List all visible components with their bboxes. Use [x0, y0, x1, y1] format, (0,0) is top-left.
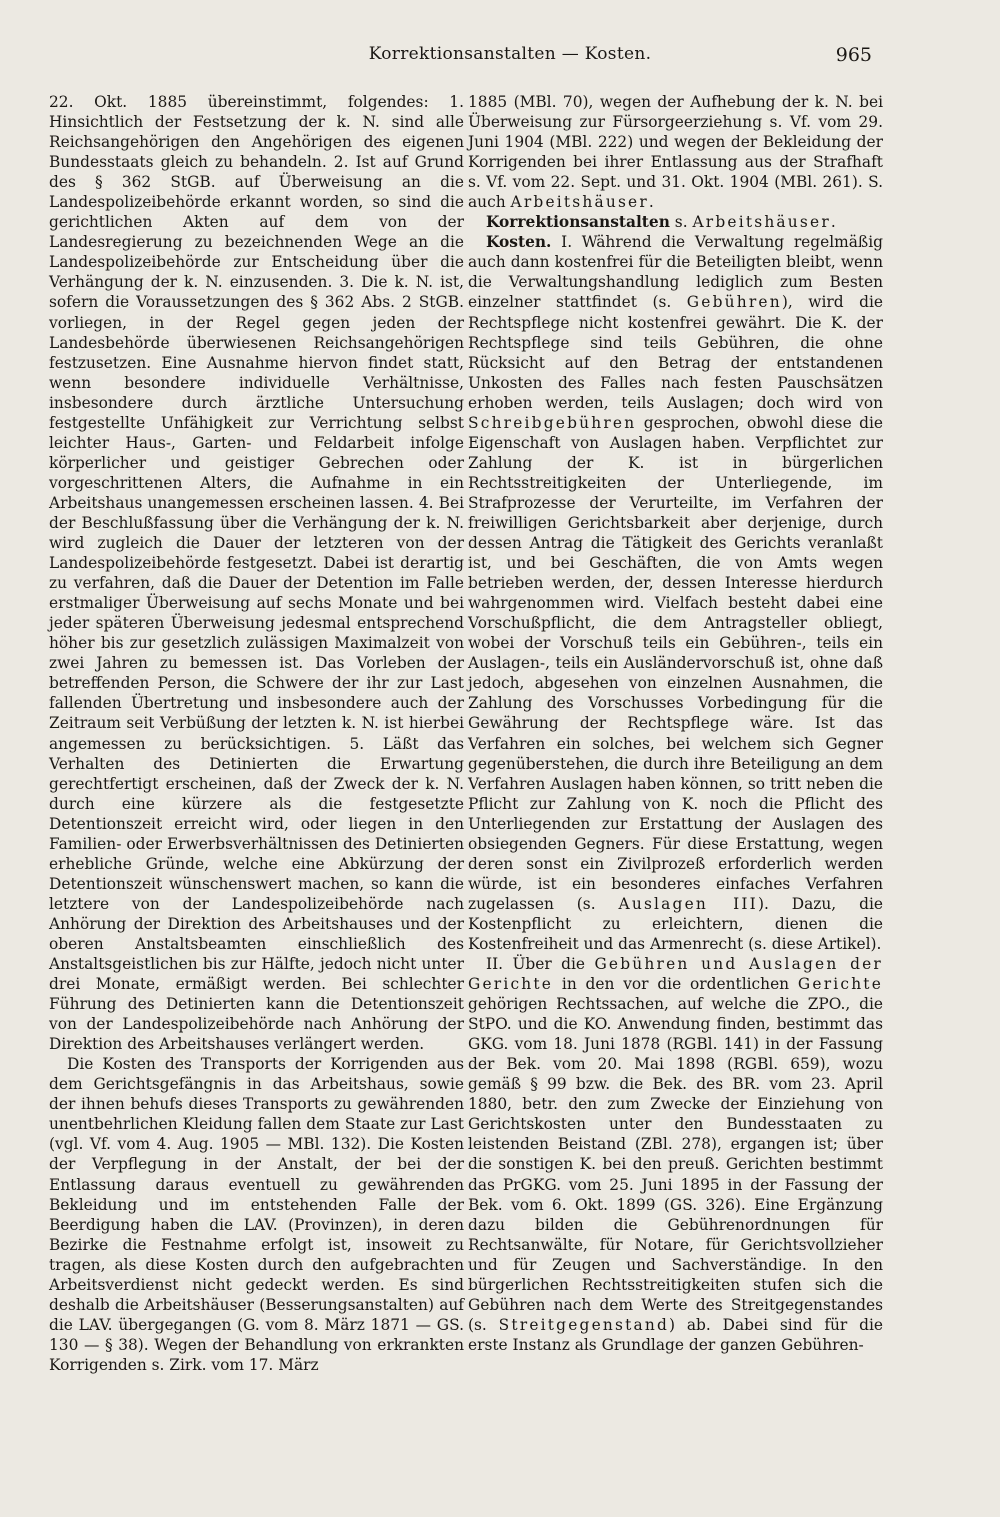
text-run: ). Dazu, die Kostenpflicht zu erleichtern, dienen die Kostenfreiheit und das Armenrecht (s. diese Artikel). [468, 894, 883, 953]
cross-reference: Arbeitshäuser [692, 213, 831, 232]
text-run: . [830, 213, 836, 232]
entry-headword: Korrektionsanstalten [486, 213, 670, 232]
text-run: gehörigen Rechtssachen, auf welche die ZPO., die StPO. und die KO. Anwendung finden, bestimmt das GKG. vom 18. Juni 1878 (RGBl. 141) in der Fassung der Bek. vom 20. Mai 1898 (RGBl. 659), wozu gemäß § 99 bzw. die Bek. des BR. vom 23. April 1880, betr. den zum Zwecke der Einziehung von Gerichtskosten unter den Bundesstaaten zu leistenden Beistand (ZBl. 278), ergangen ist; über die sonstigen K. bei den preuß. Gerichten bestimmt das PrGKG. vom 25. Juni 1895 in der Fassung der Bek. vom 6. Okt. 1899 (GS. 326). Eine Ergänzung dazu bilden die Gebührenordnungen für Rechtsanwälte, für Notare, für Gerichtsvollzieher und für Zeugen und Sachverständige. In den bürgerlichen Rechtsstreitigkeiten stufen sich die Gebühren nach dem Werte des Streitgegenstandes (s. [468, 995, 883, 1334]
cross-reference: Arbeitshäuser [510, 193, 649, 212]
text-run: ), wird die Rechtspflege nicht kostenfrei gewährt. Die K. der Rechtspflege sind teils Gebühren, die ohne Rücksicht auf den Betrag der entstandenen Unkosten des Falles nach festen Pauschsätzen erhoben werden, teils Auslagen; doch wird von [468, 293, 883, 412]
text-run: ) ab. Dabei sind für die erste Instanz als Grundlage der ganzen Gebühren- [468, 1315, 884, 1354]
entry-headword: Kosten. [486, 233, 552, 252]
cross-reference: Gerichte [797, 975, 883, 994]
entry-korrektionsanstalten [468, 212, 883, 232]
cross-reference: Auslagen III [618, 894, 758, 913]
text-run: gesprochen, obwohl diese die Eigenschaft von Auslagen haben. Verpflichtet zur Zahlung der K. ist in bürgerlichen Rechtsstreitigkeiten der Unterliegende, im Strafprozesse der Verurteilte, im Verfahren der freiwilligen Gerichtsbarkeit aber derjenige, durch dessen Antrag die Tätigkeit des Gerichts veranlaßt ist, und bei Geschäften, die von Amts wegen betrieben werden, der, dessen Interesse hierdurch wahrgenommen wird. Vielfach besteht dabei eine Vorschußpflicht, die dem Antragsteller obliegt, wobei der Vorschuß teils ein Gebühren-, teils ein Auslagen-, teils ein Ausländervorschuß ist, ohne daß jedoch, abgesehen von einzelnen Ausnahmen, die Zahlung des Vorschusses Vorbedingung für die Gewährung der Rechtspflege wäre. Ist das Verfahren ein solches, bei welchem sich Gegner gegenüberstehen, die durch ihre Beteiligung an dem Verfahren Auslagen haben können, so tritt neben die Pflicht zur Zahlung von K. noch die Pflicht des Unterliegenden zur Erstattung der Auslagen des obsiegenden Gegners. Für diese Erstattung, wegen deren sonst ein Zivilprozeß erforderlich werden würde, ist ein besonderes einfaches Verfahren zugelassen (s. [468, 413, 883, 913]
text-run: 1885 (MBl. 70), wegen der Aufhebung der k. N. bei Überweisung zur Fürsorgeerziehung s. Vf. vom 29. Juni 1904 (MBl. 222) und wegen der Bekleidung der Korrigenden bei ihrer Entlassung aus der Strafhaft s. Vf. vom 22. Sept. und 31. Okt. 1904 (MBl. 261). S. auch [468, 93, 883, 212]
text-run: in den vor die ordentlichen [553, 975, 798, 994]
cross-reference: Streitgegenstand [498, 1315, 670, 1334]
running-title: Korrektionsanstalten — Kosten. [368, 44, 652, 64]
left-paragraph-2: Die Kosten des Transports der Korrigenden aus dem Gerichtsgefängnis in das Arbeitshaus, sowie der ihnen behufs dieses Transports zu gewährenden unentbehrlichen Kleidung fallen dem Staate zur Last (vgl. Vf. vom 4. Aug. 1905 — MBl. 132). Die Kosten der Verpflegung in der Anstalt, der bei der Entlassung daraus eventuell zu gewährenden Bekleidung und im entstehenden Falle der Beerdigung haben die LAV. (Provinzen), in deren Bezirke die Festnahme erfolgt ist, insoweit zu tragen, als diese Kosten durch den aufgebrachten Arbeitsverdienst nicht gedeckt werden. Es sind deshalb die Arbeitshäuser (Besserungsanstalten) auf die LAV. übergegangen (G. vom 8. März 1871 — GS. 130 — § 38). Wegen der Behandlung von erkrankten Korrigenden s. Zirk. vom 17. März [49, 1055, 464, 1374]
right-column [468, 92, 883, 1355]
text-run: II. Über die [486, 955, 595, 974]
left-column [49, 92, 464, 1375]
right-paragraph-1 [468, 92, 883, 212]
cross-reference: Schreibgebühren [468, 413, 637, 432]
text-run: s. [669, 213, 693, 232]
left-paragraph-1: 22. Okt. 1885 übereinstimmt, folgendes: 1. Hinsichtlich der Festsetzung der k. N. sind alle Reichsangehörigen den Angehörigen des eigenen Bundesstaats gleich zu behandeln. 2. Ist auf Grund des § 362 StGB. auf Überweisung an die Landespolizeibehörde erkannt worden, so sind die gerichtlichen Akten auf dem von der Landesregierung zu bezeichnenden Wege an die Landespolizeibehörde zur Entscheidung über die Verhängung der k. N. einzusenden. 3. Die k. N. ist, sofern die Voraussetzungen des § 362 Abs. 2 StGB. vorliegen, in der Regel gegen jeden der Landesbehörde überwiesenen Reichsangehörigen festzusetzen. Eine Ausnahme hiervon findet statt, wenn besondere individuelle Verhältnisse, insbesondere durch ärztliche Untersuchung festgestellte Unfähigkeit zur Verrichtung selbst leichter Haus-, Garten- und Feldarbeit infolge körperlicher und geistiger Gebrechen oder vorgeschrittenen Alters, die Aufnahme in ein Arbeitshaus unangemessen erscheinen lassen. 4. Bei der Beschlußfassung über die Verhängung der k. N. wird zugleich die Dauer der letzteren von der Landespolizeibehörde festgesetzt. Dabei ist derartig zu verfahren, daß die Dauer der Detention im Falle erstmaliger Überweisung auf sechs Monate und bei jeder späteren Überweisung jedesmal entsprechend höher bis zur gesetzlich zulässigen Maximalzeit von zwei Jahren zu bemessen ist. Das Vorleben der betreffenden Person, die Schwere der ihr zur Last fallenden Übertretung und insbesondere auch der Zeitraum seit Verbüßung der letzten k. N. ist hierbei angemessen zu berücksichtigen. 5. Läßt das Verhalten des Detinierten die Erwartung gerechtfertigt erscheinen, daß der Zweck der k. N. durch eine kürzere als die festgesetzte Detentionszeit erreicht wird, oder liegen in den Familien- oder Erwerbsverhältnissen des Detinierten erhebliche Gründe, welche eine Abkürzung der Detentionszeit wünschenswert machen, so kann die letztere von der Landespolizeibehörde nach Anhörung der Direktion des Arbeitshauses und der oberen Anstaltsbeamten einschließlich des Anstaltsgeistlichen bis zur Hälfte, jedoch nicht unter drei Monate, ermäßigt werden. Bei schlechter Führung des Detinierten kann die Detentionszeit von der Landespolizeibehörde nach Anhörung der Direktion des Arbeitshauses verlängert werden. [49, 93, 464, 1054]
entry-kosten [468, 232, 883, 954]
text-run: I. Während die Verwaltung regelmäßig auch dann kostenfrei für die Beteiligten bleibt, wenn die Verwaltungshandlung lediglich zum Besten einzelner stattfindet (s. [468, 233, 883, 312]
page-number: 965 [835, 44, 872, 66]
kosten-section-2 [468, 954, 883, 1355]
text-run: . [648, 193, 654, 212]
cross-reference: Gebühren und Auslagen der Gerichte [468, 955, 883, 994]
cross-reference: Gebühren [686, 293, 782, 312]
